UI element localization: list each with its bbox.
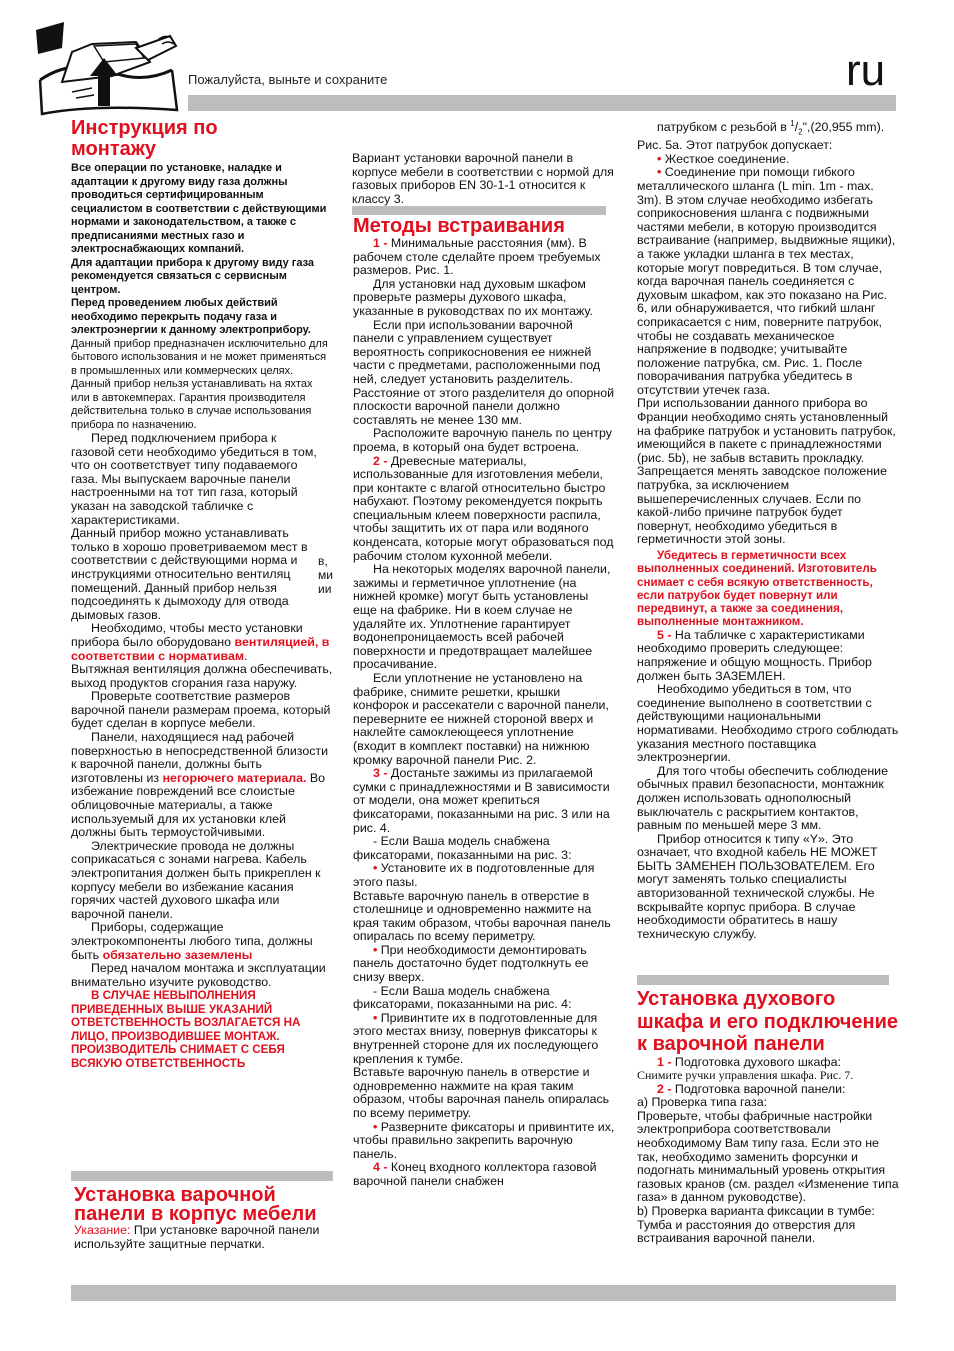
- bullet-icon: •: [657, 165, 665, 180]
- separator-bar: [637, 975, 889, 985]
- text: Во избежание повреждений все слоистые облицовочные материалы, а также используемый для их установки клей должны быть термоустойчивыми.: [71, 770, 326, 840]
- text: Достаньте зажимы из прилагаемой сумки с принадлежностями и В зависимости от модели, она может крепиться фиксаторами, показанными на рис. 3 или на рис. 4.: [353, 766, 610, 835]
- text: .: [244, 648, 248, 663]
- paragraph: [353, 1121, 615, 1162]
- language-code: ru: [846, 46, 886, 95]
- paragraph: Для того чтобы обеспечить соблюдение обычных правил безопасности, монтажник должен использовать однополюсный выключатель с раскрытием контактов, равным по меньшей мере 3 мм.: [637, 763, 888, 833]
- section-title-methods: Методы встраивания: [353, 215, 565, 237]
- paragraph: Данный прибор можно устанавливать только в хорошо проветриваемом мест в соответствии с действующими норма и инструкциями относительно вентиляц помещений. Данный прибор нельзя подсоединять к дымоходу для отвода дымовых газов.: [71, 526, 308, 622]
- text: Панели, находящиеся над рабочей поверхностью в непосредственной близости к варочной панели, должны быть изготовлены из: [71, 730, 329, 785]
- step-number: 3 -: [373, 766, 388, 781]
- paragraph: a) Проверка типа газа:: [637, 1095, 768, 1110]
- step-number: 1 -: [657, 1054, 672, 1069]
- paragraph: [71, 921, 333, 962]
- text: ",(20,955 mm). Рис. 5а. Этот патрубок допускает:: [637, 120, 885, 153]
- note-label: Указание:: [74, 1223, 131, 1237]
- paragraph: Все операции по установке, наладке и адаптации к другому виду газа должны проводиться сертифицированным сециалистом в соответствии с действующими нормами и законодательством, а также с предписаниями местных газо и электроснабжающих компаний.: [71, 162, 327, 255]
- paragraph: Вставьте варочную панель в отверстие в столешнице и одновременно нажмите на края таким образом, чтобы варочная панель опиралась по всему периметру.: [353, 888, 611, 944]
- step-number: 2 -: [373, 453, 388, 468]
- step-number: 2 -: [657, 1081, 672, 1096]
- column-right: [637, 117, 899, 941]
- paragraph: [353, 944, 615, 985]
- paragraph: При использовании данного прибора во Франции необходимо снять установленный на фабрике патрубок и установить патрубок, имеющийся в пакете с принадлежностями (рис. 5b), не забыв вставить прокладку. Запрещается менять заводское положение патрубка, за исключением вышеперечисленных случаев. Если по какой-либо причине патрубок будет повернут, необходимо убедиться в герметичности этой зоны.: [637, 396, 896, 547]
- text: Приборы, содержащие электрокомпоненты любого типа, должны быть: [71, 920, 313, 962]
- text: Минимальные расстояния (мм). В рабочем столе сделайте проем требуемых размеров. Рис. 1.: [353, 236, 601, 278]
- paragraph: Вариант установки варочной панели в корпусе мебели в соответствии с нормой для газовых приборов EN 30-1-1 относится к классу 3.: [352, 151, 614, 206]
- paragraph: Для адаптации прибора к другому виду газа рекомендуется связаться с сервисным центром.: [71, 256, 315, 296]
- paragraph: [74, 1224, 330, 1251]
- section-oven: [637, 988, 899, 1246]
- text: Древесные материалы, использованные для изготовления мебели, при контакте с влагой относительно быстро набухают. Поэтому рекомендуется покрыть специальным клеем поверхности распила, чтобы защитить их от пара или водяного конденсата, которые могут образоваться под рабочим столом кухонной мебели.: [353, 453, 614, 563]
- step-number: 5 -: [657, 627, 672, 642]
- text: Установите их в подготовленные для этого пазы.: [353, 861, 595, 889]
- bullet-icon: •: [373, 861, 381, 876]
- highlight: негорючего материала.: [162, 770, 307, 785]
- section-cabinet: [74, 1186, 330, 1251]
- text: Конец входного коллектора газовой варочной панели снабжен: [353, 1160, 597, 1188]
- paragraph: Снимите ручки управления шкафа. Рис. 7.: [637, 1068, 854, 1083]
- separator-bar: [352, 206, 606, 215]
- margin-fragment: в, ми ии: [318, 554, 333, 596]
- fraction-numerator: 1: [790, 119, 795, 128]
- paragraph: - Если Ваша модель снабжена фиксаторами, показанными на рис. 4:: [353, 983, 572, 1012]
- separator-bar: [71, 1171, 333, 1181]
- manual-logo-icon: [32, 18, 182, 118]
- list-item: [637, 166, 899, 397]
- paragraph: патрубком с резьбой в $^1/_2",(20,955$ mm). Рис. 5а. Этот патрубок допускает:: [637, 119, 885, 153]
- paragraph: [353, 862, 615, 889]
- paragraph: [637, 1083, 899, 1097]
- paragraph: Вытяжная вентиляция должна обеспечивать, выход продуктов сгорания газа наружу.: [71, 662, 333, 690]
- paragraph: Прибор относится к типу «Y». Это означает, что входной кабель НЕ МОЖЕТ БЫТЬ ЗАМЕНЕН ПОЛЬЗОВАТЕЛЕМ. Его могут заменять только специалисты авторизованной технической службы. Не вскрывайте корпус прибора. В случае необходимости обратитесь в нашу техническую службу.: [637, 831, 878, 941]
- highlight: вентиляцией, в соответствии с нормативам: [71, 634, 330, 663]
- paragraph: Если уплотнение не установлено на фабрике, снимите решетки, крышки конфорок и рассекатели с варочной панели, переверните ее нижней стороной вверх и наклейте самоклеющееся уплотнение (входит в комплект поставки) на нижнюю кромку варочной панели Рис. 2.: [353, 671, 609, 767]
- paragraph: Необходимо убедиться в том, что соединение выполнено в соответствии с действующими национальными нормативами. Необходимо строго соблюдать указания местного поставщика электроэнергии.: [637, 682, 899, 765]
- paragraph: Электрические провода не должны соприкасаться с зонами нагрева. Кабель электропитания должен быть прикреплен к корпусу мебели во избежание касания горячих частей духового шкафа или варочной панели.: [71, 838, 321, 921]
- paragraph: - Если Ваша модель снабжена фиксаторами, показанными на рис. 3:: [353, 834, 572, 862]
- column-middle: [352, 152, 614, 206]
- column-middle-body: [353, 216, 615, 1189]
- header-subtitle: Пожалуйста, выньте и сохраните: [188, 72, 388, 87]
- text: Соединение при помощи гибкого металлического шланга (L min. 1m - max. 3m). В этом случае необходимо избегать соприкосновения шланга с подвижными частями мебели, в которую производится встраивание (например, выдвижные ящики), а также укладки шланга в тех местах, которые могут повредиться. В том случае, когда варочная панель соединяется с духовым шкафом, как это показано на Рис. 6, или обнаруживается, что гибкий шланг соприкасается с ним, поверните патрубок, чтобы не создавать механическое напряжение в подводке; учитывайте положение патрубка, см. Рис. 1. После поворачивания патрубка убедитесь в отсутствии утечек газа.: [637, 165, 896, 397]
- text: Подготовка духового шкафа:: [671, 1054, 841, 1069]
- paragraph: [71, 731, 333, 840]
- paragraph: [353, 767, 615, 835]
- paragraph: Если при использовании варочной панели с управлением существует вероятность соприкосновения ее нижней части с предметами, расположенными под ней, следует установить разделитель. Расстояние от этого разделителя до опорной плоскости варочной панели должно составлять не менее 130 мм.: [353, 317, 615, 427]
- paragraph: Для установки над духовым шкафом проверьте размеры духового шкафа, указанные в руководствах по их монтажу.: [353, 276, 593, 318]
- list-item: [637, 153, 899, 167]
- paragraph: Перед проведением любых действий необходимо перекрыть подачу газа и электроэнергии к данному электроприбору.: [71, 297, 311, 336]
- bullet-icon: •: [373, 1010, 381, 1025]
- paragraph: [353, 1012, 615, 1066]
- bullet-icon: •: [373, 1119, 381, 1134]
- warning-text: В СЛУЧАЕ НЕВЫПОЛНЕНИЯ ПРИВЕДЕННЫХ ВЫШЕ УКАЗАНИЙ ОТВЕТСТВЕННОСТЬ ВОЗЛАГАЕТСЯ НА ЛИЦО, ПРОИЗВОДИВШЕЕ МОНТАЖ. ПРОИЗВОДИТЕЛЬ СНИМАЕТ С СЕБЯ ВСЯКУЮ ОТВЕТСТВЕННОСТЬ: [71, 989, 301, 1070]
- paragraph: Перед началом монтажа и эксплуатации внимательно изучите руководство.: [71, 961, 326, 989]
- footer-bar: [71, 1285, 896, 1301]
- fraction-denominator: 2: [798, 127, 803, 137]
- paragraph: Проверьте, чтобы фабричные настройки электроприбора соответствовали необходимому Вам типу газа. Если это не так, необходимо заменить форсунки и подогнать минимальный уровень открытия газовых кранов (см. раздел «Изменение типа газа» в данном руководстве).: [637, 1108, 899, 1205]
- text: При установке варочной панели используйте защитные перчатки.: [74, 1223, 320, 1251]
- paragraph: Данный прибор предназначен исключительно для бытового использования и не может применяться в промышленных или коммерческих целях. Данный прибор нельзя устанавливать на яхтах или в автокемперах. Гарантия производителя действительна только в случае использования прибора по назначению.: [71, 337, 328, 431]
- bullet-icon: •: [657, 151, 665, 166]
- paragraph: Вставьте варочную панель в отверстие и одновременно нажмите на края таким образом, чтобы варочная панель опиралась по всему периметру.: [353, 1065, 610, 1120]
- step-number: 1 -: [373, 236, 388, 250]
- paragraph: На некоторых моделях варочной панели, зажимы и герметичное уплотнение (на нижней кромке) могут быть установлены еще на фабрике. Ни в коем случае не удаляйте их. Уплотнение гарантирует водонепроницаемость всей рабочей поверхности и предотвращает малейшее просачивание.: [353, 562, 611, 672]
- text: Подготовка варочной панели:: [671, 1081, 846, 1096]
- text: Жесткое соединение.: [664, 151, 790, 166]
- paragraph: [71, 622, 333, 663]
- paragraph: [637, 629, 899, 683]
- section-title-cabinet: Установка варочной панели в корпус мебели: [74, 1184, 317, 1225]
- paragraph: Проверьте соответствие размеров варочной панели размерам проема, который будет сделан в корпусе мебели.: [71, 689, 331, 731]
- paragraph: Расположите варочную панель по центру проема, в который она будет встроена.: [353, 426, 612, 454]
- paragraph: [353, 455, 615, 564]
- section-title-installation: Инструкция по монтажу: [71, 117, 218, 160]
- paragraph: [353, 1161, 615, 1188]
- text: На табличке с характеристиками необходимо проверить следующее: напряжение и общую мощность. Прибор должен быть ЗАЗЕМЛЕН.: [637, 627, 872, 683]
- warning-text: Убедитесь в герметичности всех выполненных соединений. Изготовитель снимает с себя всякую ответственность, если патрубок будет повернут или передвинут, а также за соединения, выполненные монтажником.: [637, 549, 877, 629]
- step-number: 4 -: [373, 1160, 388, 1175]
- column-left: [71, 118, 333, 1070]
- paragraph: [353, 237, 615, 278]
- text: При необходимости демонтировать панель достаточно будет подтолкнуть ее снизу вверх.: [353, 942, 589, 985]
- paragraph: b) Проверка варианта фиксации в тумбе: Тумба и расстояния до отверстия для встраивания варочной панели.: [637, 1204, 875, 1246]
- section-title-oven: Установка духового шкафа и его подключение к варочной панели: [637, 988, 899, 1055]
- text: патрубком с резьбой в: [657, 120, 791, 135]
- bullet-icon: •: [373, 942, 381, 957]
- text: Привинтите их в подготовленные для этого местах внизу, повернув фиксаторы к внутренней стороне для их последующего крепления к тумбе.: [353, 1010, 599, 1066]
- highlight: обязательно заземлены: [102, 947, 253, 962]
- text: Разверните фиксаторы и привинтите их, чтобы правильно закрепить варочную панель.: [353, 1119, 615, 1161]
- text: Необходимо, чтобы место установки прибора было оборудовано: [71, 621, 303, 649]
- header-bar: [188, 95, 896, 111]
- paragraph: [637, 1056, 899, 1070]
- paragraph: Перед подключением прибора к газовой сети необходимо убедиться в том, что он соответствует типу подаваемого газа. Мы выпускаем варочные панели настроенными на тот тип газа, который указан на заводской табличке с характеристиками.: [71, 431, 317, 527]
